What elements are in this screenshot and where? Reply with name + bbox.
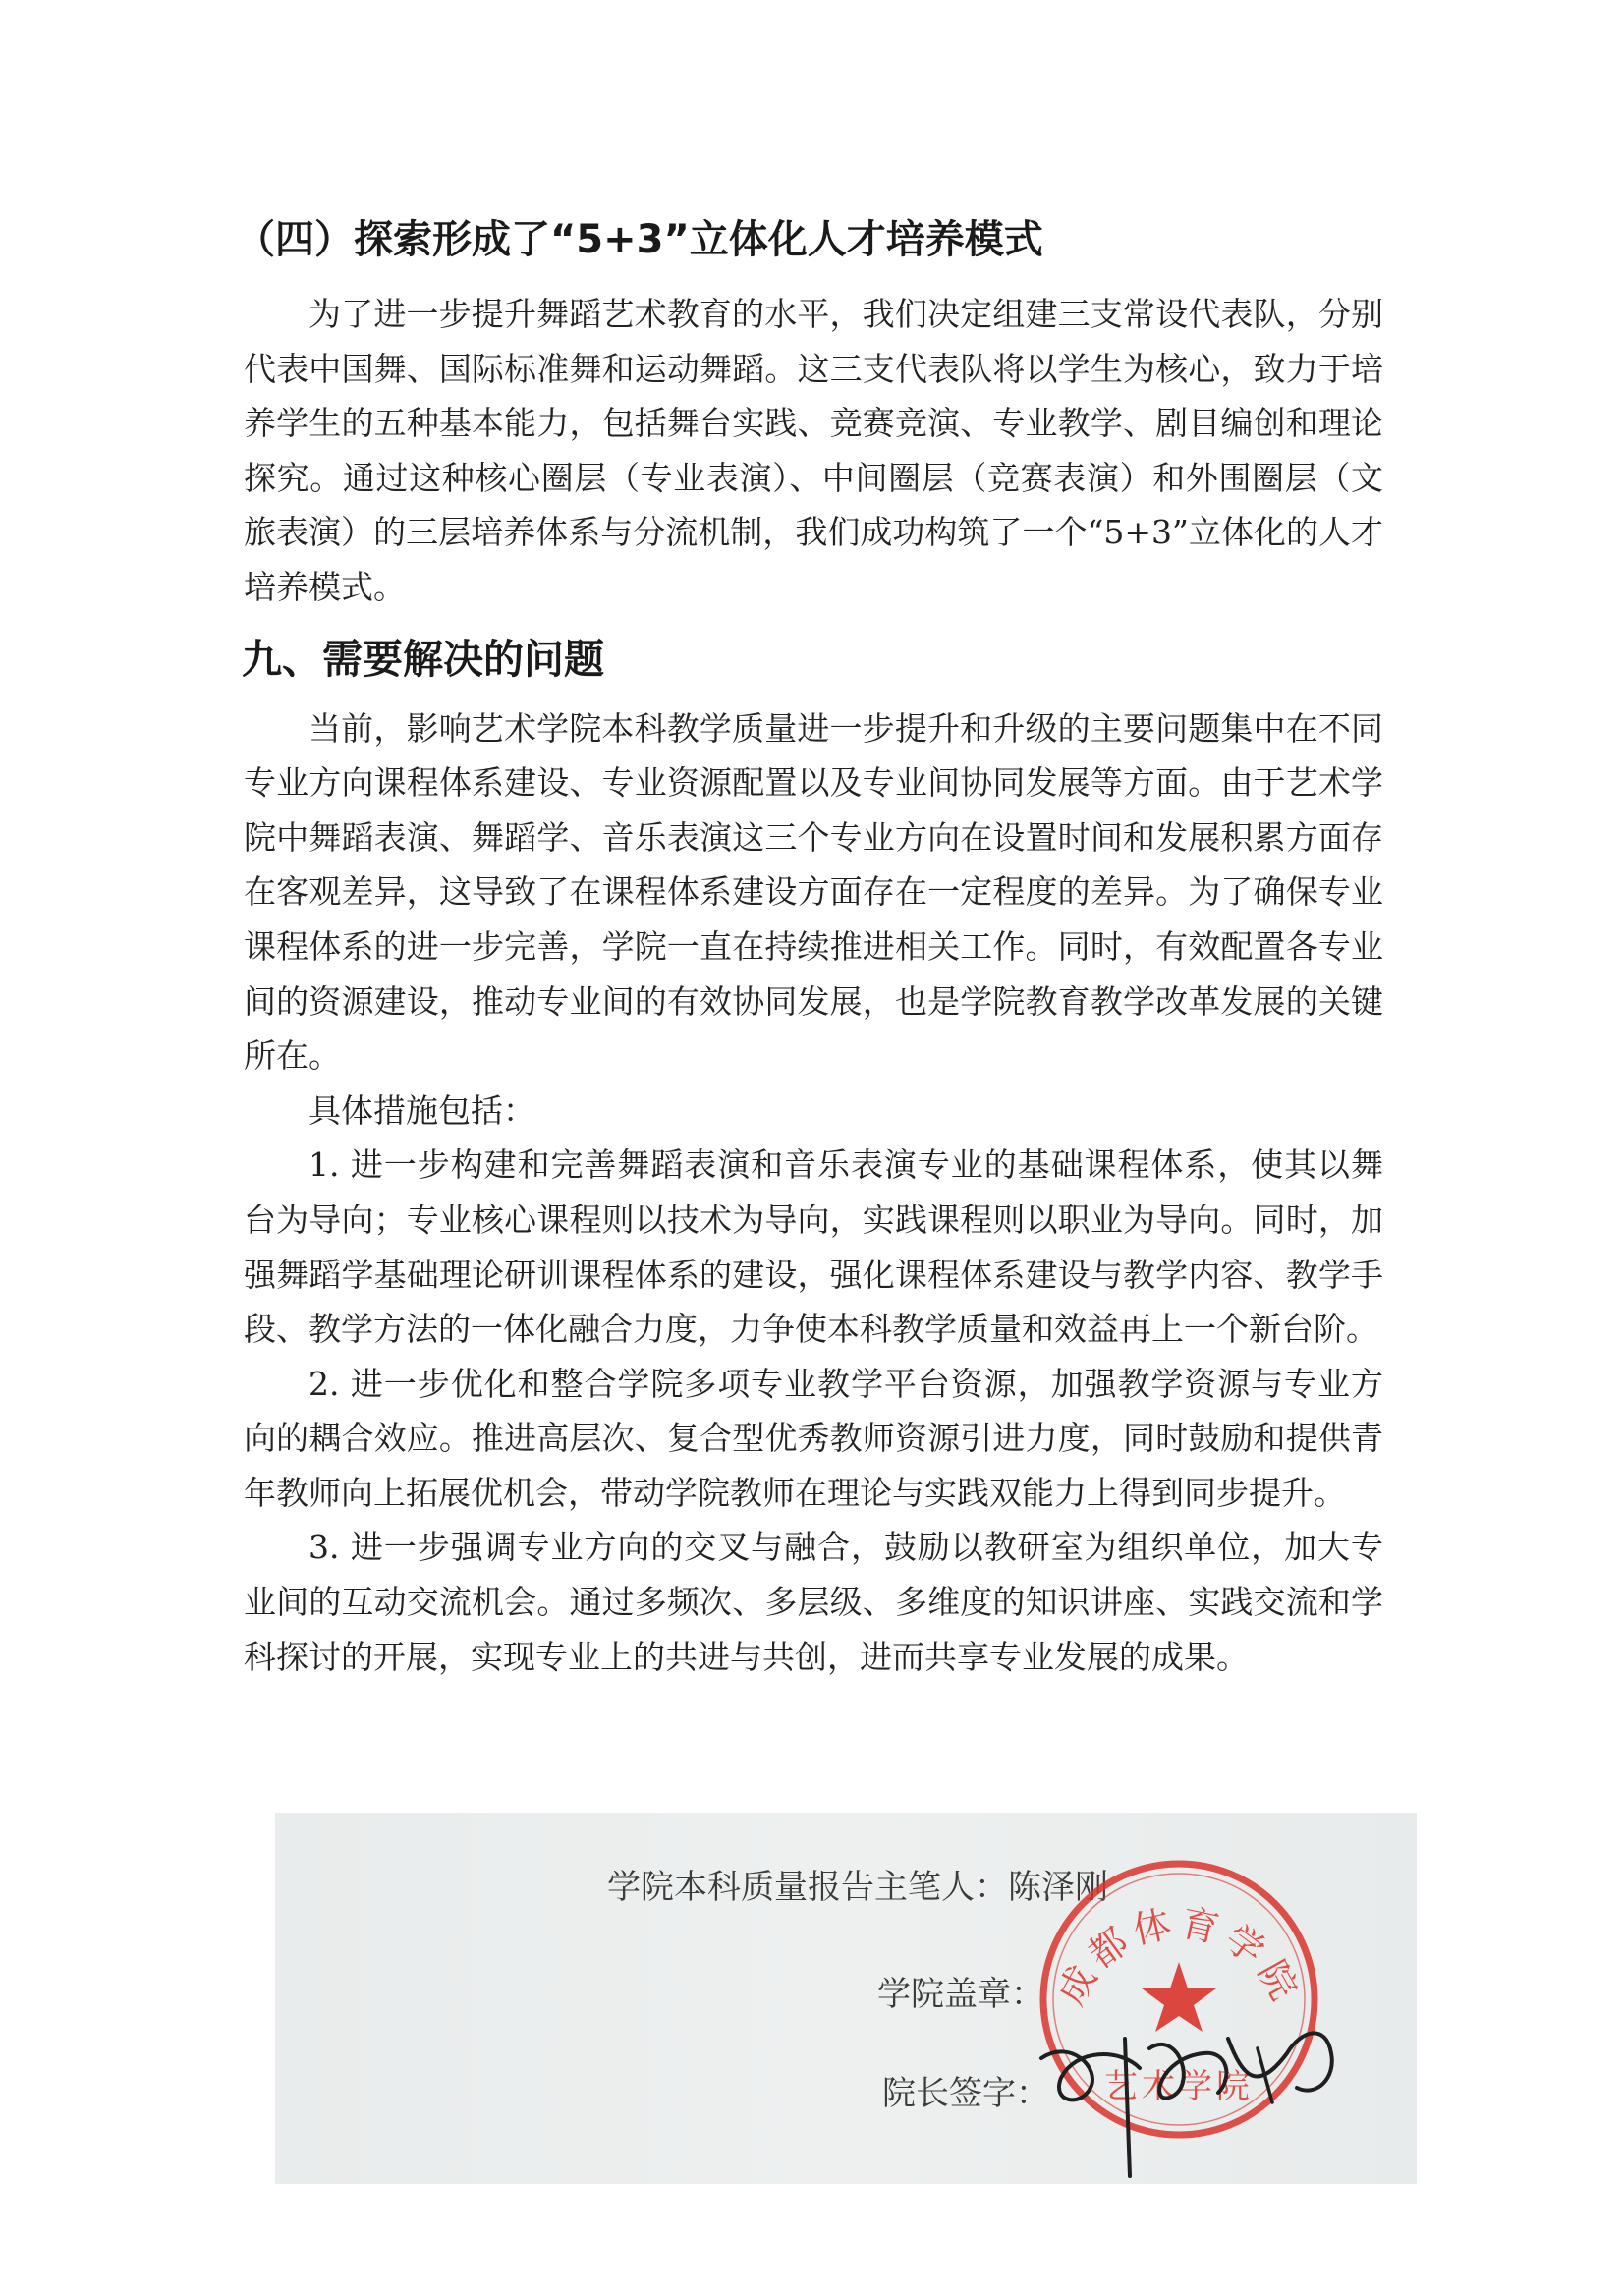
measures-intro: 具体措施包括：	[308, 1091, 535, 1130]
author-line: 学院本科质量报告主笔人：陈泽刚	[607, 1868, 1108, 1907]
section-four-title: （四）探索形成了“5+3”立体化人才培养模式	[236, 217, 1043, 262]
report-body	[236, 204, 1383, 1684]
seal-label: 学院盖章：	[877, 1975, 1044, 2014]
measure-item-1: 1. 进一步构建和完善舞蹈表演和音乐表演专业的基础课程体系，使其以舞台为导向；专业核心课程则以技术为导向，实践课程则以职业为导向。同时，加强舞蹈学基础理论研训课程体系的建设，强化课程体系建设与教学内容、教学手段、教学方法的一体化融合力度，力争使本科教学质量和效益再上一个新台阶。	[244, 1146, 1383, 1349]
seal-text-bottom: 艺术学院	[1104, 2067, 1254, 2106]
seal-text-top: 成都体育学院	[1048, 1900, 1310, 2013]
section-four-paragraph: 为了进一步提升舞蹈艺术教育的水平，我们决定组建三支常设代表队，分别代表中国舞、国际标准舞和运动舞蹈。这三支代表队将以学生为核心，致力于培养学生的五种基本能力，包括舞台实践、竞赛竞演、专业教学、剧目编创和理论探究。通过这种核心圈层（专业表演）、中间圈层（竞赛表演）和外围圈层（文旅表演）的三层培养体系与分流机制，我们成功构筑了一个“5+3”立体化的人才培养模式。	[244, 295, 1383, 606]
signature-block	[275, 1813, 1417, 2184]
dean-handwritten-signature	[1032, 1931, 1356, 2186]
measure-item-2: 2. 进一步优化和整合学院多项专业教学平台资源，加强教学资源与专业方向的耦合效应。推进高层次、复合型优秀教师资源引进力度，同时鼓励和提供青年教师向上拓展优机会，带动学院教师在理论与实践双能力上得到同步提升。	[244, 1364, 1383, 1512]
section-nine-title: 九、需要解决的问题	[242, 635, 604, 683]
problems-paragraph: 当前，影响艺术学院本科教学质量进一步提升和升级的主要问题集中在不同专业方向课程体系建设、专业资源配置以及专业间协同发展等方面。由于艺术学院中舞蹈表演、舞蹈学、音乐表演这三个专业方向在设置时间和发展积累方面存在客观差异，这导致了在课程体系建设方面存在一定程度的差异。为了确保专业课程体系的进一步完善，学院一直在持续推进相关工作。同时，有效配置各专业间的资源建设，推动专业间的有效协同发展，也是学院教育教学改革发展的关键所在。	[244, 708, 1383, 1076]
dean-signature-label: 院长签字：	[882, 2074, 1049, 2113]
measure-item-3: 3. 进一步强调专业方向的交叉与融合，鼓励以教研室为组织单位，加大专业间的互动交流机会。通过多频次、多层级、多维度的知识讲座、实践交流和学科探讨的开展，实现专业上的共进与共创，进而共享专业发展的成果。	[244, 1528, 1383, 1676]
